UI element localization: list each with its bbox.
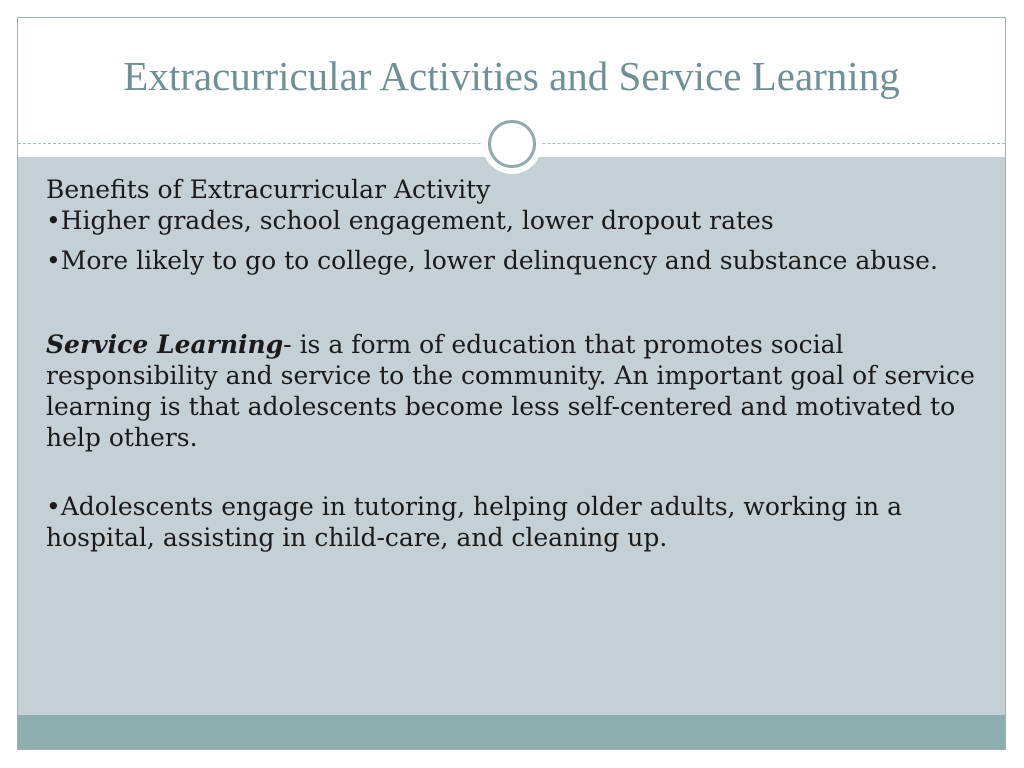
footer-bar — [18, 715, 1005, 749]
slide — [17, 17, 1006, 750]
spacer — [46, 453, 981, 491]
slide-title: Extracurricular Activities and Service Learning — [123, 53, 900, 99]
spacer — [46, 285, 981, 329]
service-learning-paragraph — [46, 329, 981, 453]
circle-ornament-icon — [488, 120, 536, 168]
slide-body — [46, 174, 981, 553]
benefits-heading: Benefits of Extracurricular Activity — [46, 175, 491, 204]
benefit-item-1: •Higher grades, school engagement, lower dropout rates — [46, 206, 774, 235]
service-learning-term: Service Learning — [46, 330, 284, 359]
benefit-item-2: •More likely to go to college, lower delinquency and substance abuse. — [46, 246, 938, 275]
service-learning-definition: - is a form of education that promotes social responsibility and service to the community. An important goal of service learning is that adolescents become less self-centered and motivated to help others. — [46, 330, 975, 452]
service-examples: •Adolescents engage in tutoring, helping older adults, working in a hospital, assisting in child-care, and cleaning up. — [46, 492, 902, 552]
